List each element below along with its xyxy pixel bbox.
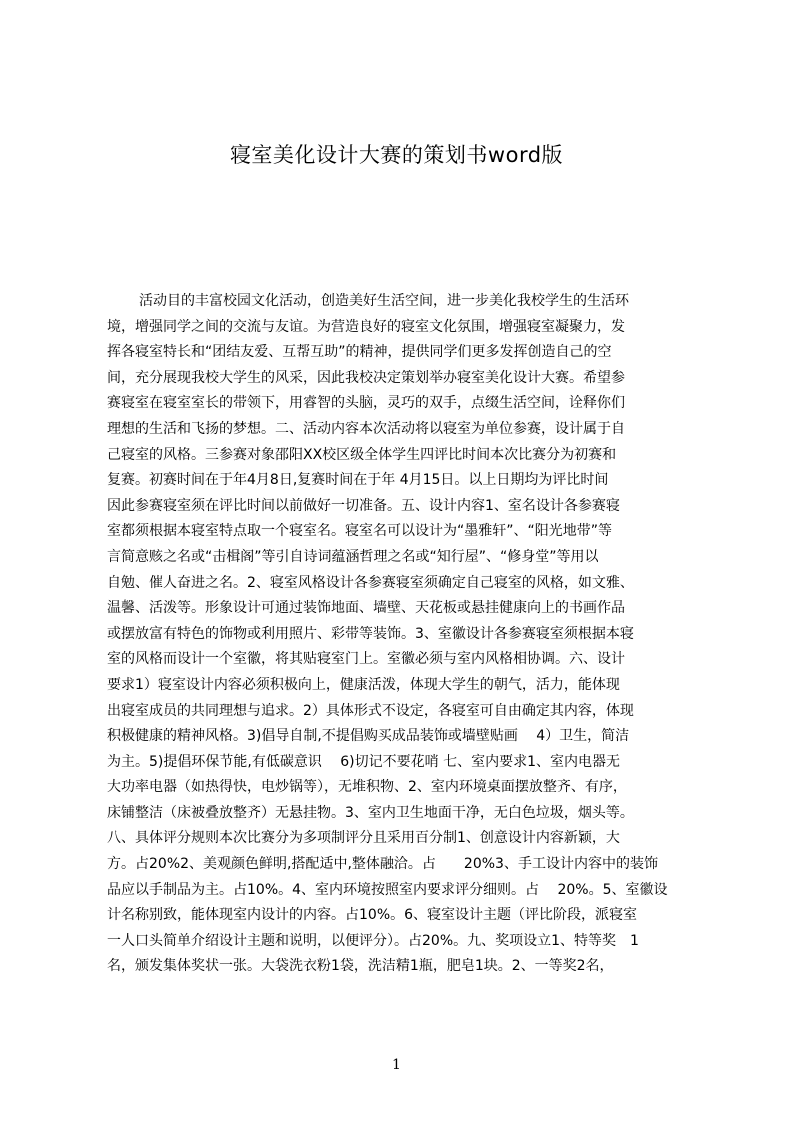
body-line: 大功率电器（如热得快，电炒锅等），无堆积物、2、室内环境桌面摆放整齐、有序，: [107, 779, 627, 796]
body-line: 出寝室成员的共同理想与追求。2）具体形式不设定，各寝室可自由确定其内容，体现: [107, 702, 634, 719]
body-line: 挥各寝室特长和“团结友爱、互帮互助”的精神，提供同学们更多发挥创造自己的空: [107, 344, 612, 361]
body-line: 室都须根据本寝室特点取一个寝室名。寝室名可以设计为“墨雅轩”、“阳光地带”等: [107, 523, 613, 540]
body-line: 名，颁发集体奖状一张。大袋洗衣粉1袋，洗洁精1瓶，肥皂1块。2、一等奖2名，: [107, 958, 614, 975]
body-line: 计名称别致，能体现室内设计的内容。占10%。6、寝室设计主题（评比阶段，派寝室: [107, 907, 638, 924]
body-line: 室的风格而设计一个室徽，将其贴寝室门上。室徽必须与室内风格相协调。六、设计: [107, 651, 625, 668]
page-number: 1: [392, 1057, 401, 1073]
body-line: 温馨、活泼等。形象设计可通过装饰地面、墙壁、天花板或悬挂健康向上的书画作品: [107, 600, 625, 617]
document-title: 寝室美化设计大赛的策划书word版: [229, 143, 564, 167]
document-body: [107, 289, 697, 1049]
body-line: 赛寝室在寝室室长的带领下，用睿智的头脑，灵巧的双手，点缀生活空间，诠释你们: [107, 395, 625, 412]
body-line: 积极健康的精神风格。3)倡导自制,不提倡购买成品装饰或墙壁贴画 4）卫生，简洁: [107, 728, 630, 745]
body-line: 为主。5)提倡环保节能,有低碳意识 6)切记不要花哨 七、室内要求1、室内电器无: [107, 753, 620, 770]
body-line: 方。占20%2、美观颜色鲜明,搭配适中,整体融洽。占 20%3、手工设计内容中的装饰: [107, 856, 658, 873]
body-line: 境，增强同学之间的交流与友谊。为营造良好的寝室文化氛围，增强寝室凝聚力，发: [107, 318, 625, 335]
body-line: 言简意赅之名或“击楫阁”等引自诗词蕴涵哲理之名或“知行屋”、“修身堂”等用以: [107, 548, 599, 565]
body-line: 或摆放富有特色的饰物或利用照片、彩带等装饰。3、室徽设计各参赛寝室须根据本寝: [107, 625, 634, 642]
body-line: 复赛。初赛时间在于年4月8日,复赛时间在于年 4月15日。以上日期均为评比时间: [107, 472, 609, 489]
body-line: 自勉、催人奋进之名。2、寝室风格设计各参赛寝室须确定自己寝室的风格，如文雅、: [107, 574, 634, 591]
body-line: 要求1）寝室设计内容必须积极向上，健康活泼，体现大学生的朝气，活力，能体现: [107, 676, 620, 693]
body-line: 活动目的丰富校园文化活动，创造美好生活空间，进一步美化我校学生的生活环: [139, 293, 629, 309]
body-line: 品应以手制品为主。占10%。4、室内环境按照室内要求评分细则。占 20%。5、室徽设: [107, 881, 668, 898]
body-line: 己寝室的风格。三参赛对象邵阳XX校区级全体学生四评比时间本次比赛分为初赛和: [107, 446, 617, 463]
body-line: 床铺整洁（床被叠放整齐）无悬挂物。3、室内卫生地面干净，无白色垃圾，烟头等。: [107, 804, 634, 821]
body-line: 一人口头简单介绍设计主题和说明，以便评分）。占20%。九、奖项设立1、特等奖 1: [107, 932, 639, 949]
body-line: 因此参赛寝室须在评比时间以前做好一切准备。五、设计内容1、室名设计各参赛寝: [107, 497, 620, 514]
body-line: 间，充分展现我校大学生的风采，因此我校决定策划举办寝室美化设计大赛。希望参: [107, 369, 625, 386]
body-line: 理想的生活和飞扬的梦想。二、活动内容本次活动将以寝室为单位参赛，设计属于自: [107, 420, 625, 437]
body-line: 八、具体评分规则本次比赛分为多项制评分且采用百分制1、创意设计内容新颖，大: [107, 830, 620, 847]
